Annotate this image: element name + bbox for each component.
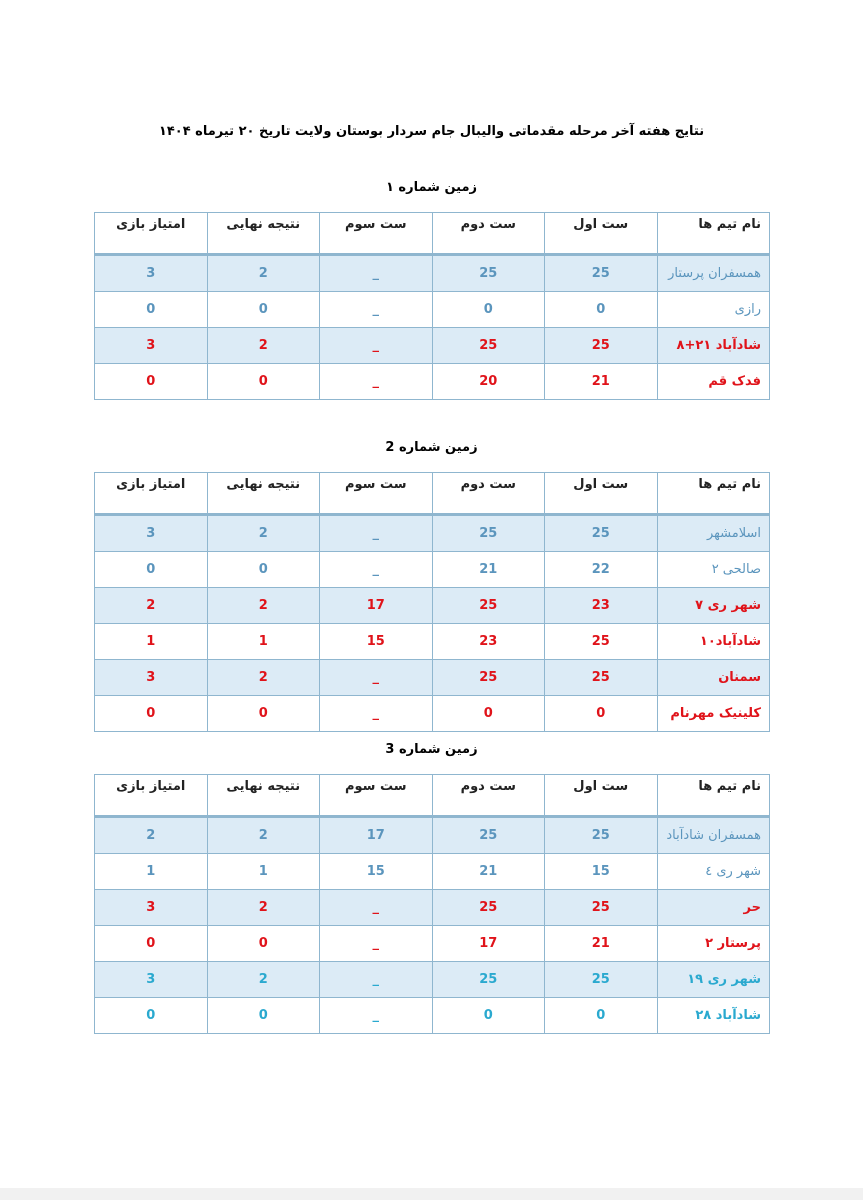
set1-score: 0 xyxy=(545,292,658,328)
match-points: 2 xyxy=(95,588,208,624)
set3-score: _ xyxy=(320,660,433,696)
set2-score: 25 xyxy=(432,328,545,364)
team-name: رازی xyxy=(657,292,770,328)
set1-score: 25 xyxy=(545,962,658,998)
team-name: شهر ری ۷ xyxy=(657,588,770,624)
field-3-title: زمین شماره 3 xyxy=(385,742,478,757)
team-name: صالحی ۲ xyxy=(657,552,770,588)
set1-score: 21 xyxy=(545,364,658,400)
table-row xyxy=(95,552,770,588)
header-row xyxy=(95,213,770,255)
set1-score: 25 xyxy=(545,515,658,552)
header-set3: ست سوم xyxy=(320,473,433,515)
match-points: 3 xyxy=(95,255,208,292)
set1-score: 21 xyxy=(545,926,658,962)
set3-score: _ xyxy=(320,696,433,732)
final-result: 2 xyxy=(207,962,320,998)
table-row xyxy=(95,660,770,696)
set2-score: 21 xyxy=(432,854,545,890)
set3-score: _ xyxy=(320,292,433,328)
set2-score: 25 xyxy=(432,588,545,624)
set3-score: _ xyxy=(320,552,433,588)
table-row xyxy=(95,817,770,854)
match-points: 1 xyxy=(95,854,208,890)
match-points: 0 xyxy=(95,292,208,328)
set2-score: 25 xyxy=(432,817,545,854)
header-set1: ست اول xyxy=(545,213,658,255)
set3-score: 15 xyxy=(320,854,433,890)
set1-score: 0 xyxy=(545,998,658,1034)
final-result: 2 xyxy=(207,515,320,552)
set2-score: 23 xyxy=(432,624,545,660)
team-name: اسلامشهر xyxy=(657,515,770,552)
set3-score: _ xyxy=(320,890,433,926)
table-row xyxy=(95,328,770,364)
team-name: فدک قم xyxy=(657,364,770,400)
table-row xyxy=(95,255,770,292)
set2-score: 17 xyxy=(432,926,545,962)
set1-score: 25 xyxy=(545,817,658,854)
final-result: 2 xyxy=(207,817,320,854)
final-result: 2 xyxy=(207,890,320,926)
table-row xyxy=(95,364,770,400)
header-result: نتیجه نهایی xyxy=(207,775,320,817)
match-points: 3 xyxy=(95,962,208,998)
header-row xyxy=(95,775,770,817)
field-3-table xyxy=(94,774,770,1034)
set1-score: 0 xyxy=(545,696,658,732)
table-row xyxy=(95,696,770,732)
header-team: نام تیم ها xyxy=(657,213,770,255)
header-points: امتیاز بازی xyxy=(95,473,208,515)
set3-score: _ xyxy=(320,364,433,400)
team-name: پرستار ۲ xyxy=(657,926,770,962)
set2-score: 25 xyxy=(432,890,545,926)
set1-score: 22 xyxy=(545,552,658,588)
set1-score: 15 xyxy=(545,854,658,890)
header-result: نتیجه نهایی xyxy=(207,473,320,515)
header-set2: ست دوم xyxy=(432,775,545,817)
match-points: 0 xyxy=(95,998,208,1034)
set1-score: 25 xyxy=(545,328,658,364)
team-name: همسفران شادآباد xyxy=(657,817,770,854)
header-result: نتیجه نهایی xyxy=(207,213,320,255)
table-row xyxy=(95,854,770,890)
match-points: 3 xyxy=(95,515,208,552)
team-name: شادآباد۱۰ xyxy=(657,624,770,660)
table-row xyxy=(95,515,770,552)
table-row xyxy=(95,962,770,998)
set1-score: 23 xyxy=(545,588,658,624)
table-row xyxy=(95,998,770,1034)
match-points: 1 xyxy=(95,624,208,660)
table-row xyxy=(95,926,770,962)
team-name: سمنان xyxy=(657,660,770,696)
set3-score: 17 xyxy=(320,588,433,624)
header-row xyxy=(95,473,770,515)
field-1-title: زمین شماره ۱ xyxy=(385,180,478,195)
match-points: 3 xyxy=(95,890,208,926)
header-points: امتیاز بازی xyxy=(95,775,208,817)
field-1-table xyxy=(94,212,770,400)
header-team: نام تیم ها xyxy=(657,775,770,817)
header-team: نام تیم ها xyxy=(657,473,770,515)
final-result: 1 xyxy=(207,624,320,660)
final-result: 2 xyxy=(207,328,320,364)
match-points: 0 xyxy=(95,552,208,588)
header-set2: ست دوم xyxy=(432,473,545,515)
team-name: شادآباد ۲۸ xyxy=(657,998,770,1034)
header-set1: ست اول xyxy=(545,775,658,817)
set1-score: 25 xyxy=(545,624,658,660)
final-result: 0 xyxy=(207,696,320,732)
set3-score: _ xyxy=(320,998,433,1034)
team-name: شادآباد ۲۱+۸ xyxy=(657,328,770,364)
set1-score: 25 xyxy=(545,255,658,292)
match-points: 0 xyxy=(95,364,208,400)
set1-score: 25 xyxy=(545,890,658,926)
set3-score: _ xyxy=(320,515,433,552)
header-set3: ست سوم xyxy=(320,775,433,817)
set3-score: _ xyxy=(320,962,433,998)
set1-score: 25 xyxy=(545,660,658,696)
final-result: 0 xyxy=(207,998,320,1034)
set3-score: 17 xyxy=(320,817,433,854)
team-name: کلینیک مهرنام xyxy=(657,696,770,732)
final-result: 0 xyxy=(207,292,320,328)
set3-score: _ xyxy=(320,926,433,962)
set2-score: 25 xyxy=(432,962,545,998)
field-2-table xyxy=(94,472,770,732)
set3-score: _ xyxy=(320,328,433,364)
set2-score: 0 xyxy=(432,696,545,732)
final-result: 0 xyxy=(207,552,320,588)
set2-score: 25 xyxy=(432,515,545,552)
header-set3: ست سوم xyxy=(320,213,433,255)
table-row xyxy=(95,588,770,624)
match-points: 0 xyxy=(95,926,208,962)
final-result: 0 xyxy=(207,364,320,400)
match-points: 3 xyxy=(95,328,208,364)
bottom-strip xyxy=(0,1188,863,1200)
header-set1: ست اول xyxy=(545,473,658,515)
field-2-title: زمین شماره 2 xyxy=(385,440,478,455)
set2-score: 0 xyxy=(432,998,545,1034)
table-row xyxy=(95,890,770,926)
final-result: 2 xyxy=(207,588,320,624)
set2-score: 20 xyxy=(432,364,545,400)
set3-score: _ xyxy=(320,255,433,292)
match-points: 0 xyxy=(95,696,208,732)
table-row xyxy=(95,292,770,328)
final-result: 2 xyxy=(207,255,320,292)
final-result: 2 xyxy=(207,660,320,696)
team-name: شهر ری ۱۹ xyxy=(657,962,770,998)
page-title: نتایج هفته آخر مرحله مقدماتی والیبال جام سردار بوستان ولایت تاریخ ۲۰ تیرماه ۱۴۰۴ xyxy=(158,124,705,139)
team-name: همسفران پرستار xyxy=(657,255,770,292)
match-points: 2 xyxy=(95,817,208,854)
set2-score: 25 xyxy=(432,255,545,292)
header-points: امتیاز بازی xyxy=(95,213,208,255)
set3-score: 15 xyxy=(320,624,433,660)
team-name: حر xyxy=(657,890,770,926)
set2-score: 25 xyxy=(432,660,545,696)
set2-score: 21 xyxy=(432,552,545,588)
set2-score: 0 xyxy=(432,292,545,328)
match-points: 3 xyxy=(95,660,208,696)
team-name: شهر ری ٤ xyxy=(657,854,770,890)
final-result: 0 xyxy=(207,926,320,962)
final-result: 1 xyxy=(207,854,320,890)
table-row xyxy=(95,624,770,660)
header-set2: ست دوم xyxy=(432,213,545,255)
